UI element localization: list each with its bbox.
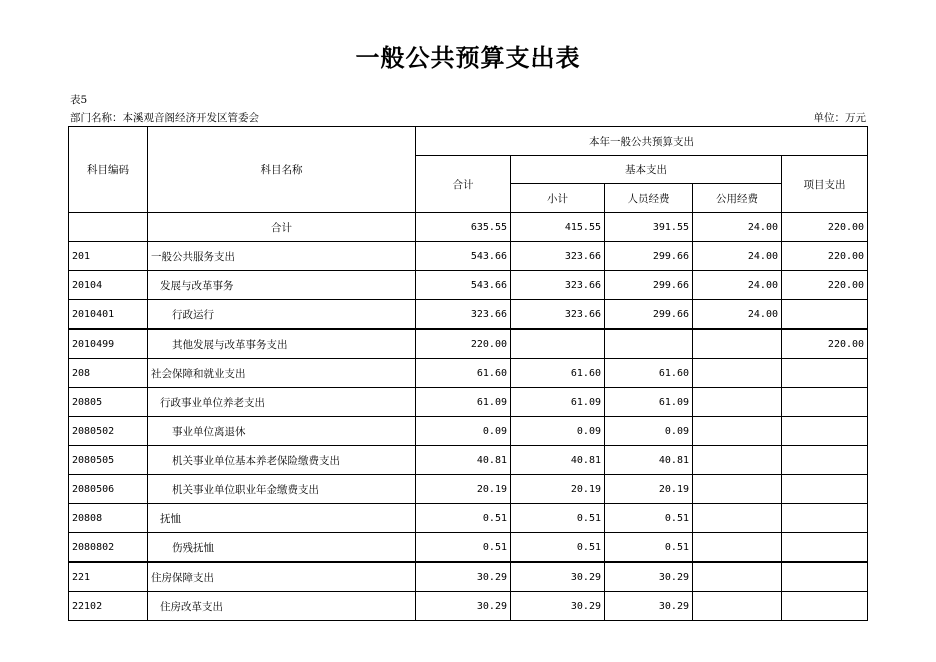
cell-personnel: 20.19 bbox=[605, 475, 693, 504]
cell-name: 伤残抚恤 bbox=[148, 533, 416, 563]
cell-total: 40.81 bbox=[416, 446, 511, 475]
cell-project bbox=[782, 446, 868, 475]
cell-name: 住房保障支出 bbox=[148, 562, 416, 592]
cell-subtotal: 323.66 bbox=[511, 271, 605, 300]
cell-personnel: 30.29 bbox=[605, 592, 693, 621]
cell-total: 30.29 bbox=[416, 592, 511, 621]
cell-project: 220.00 bbox=[782, 213, 868, 242]
header-code: 科目编码 bbox=[69, 127, 148, 213]
table-row bbox=[69, 388, 868, 417]
cell-project: 220.00 bbox=[782, 242, 868, 271]
cell-total: 61.09 bbox=[416, 388, 511, 417]
header-basic: 基本支出 bbox=[511, 156, 782, 184]
cell-subtotal: 0.51 bbox=[511, 533, 605, 563]
department-name: 部门名称：本溪观音阁经济开发区管委会 bbox=[70, 112, 259, 124]
cell-name: 社会保障和就业支出 bbox=[148, 359, 416, 388]
cell-name: 机关事业单位基本养老保险缴费支出 bbox=[148, 446, 416, 475]
cell-subtotal: 61.60 bbox=[511, 359, 605, 388]
table-number: 表5 bbox=[70, 94, 88, 106]
cell-name: 机关事业单位职业年金缴费支出 bbox=[148, 475, 416, 504]
cell-public bbox=[693, 592, 782, 621]
cell-subtotal: 0.09 bbox=[511, 417, 605, 446]
cell-public bbox=[693, 388, 782, 417]
cell-public bbox=[693, 417, 782, 446]
cell-code: 20104 bbox=[69, 271, 148, 300]
page-title: 一般公共预算支出表 bbox=[355, 44, 581, 72]
cell-code: 22102 bbox=[69, 592, 148, 621]
table-row bbox=[69, 475, 868, 504]
cell-code: 2080502 bbox=[69, 417, 148, 446]
cell-project: 220.00 bbox=[782, 329, 868, 359]
table-row bbox=[69, 592, 868, 621]
table-row bbox=[69, 329, 868, 359]
cell-personnel bbox=[605, 329, 693, 359]
cell-public bbox=[693, 504, 782, 533]
table-row bbox=[69, 446, 868, 475]
cell-code: 2080505 bbox=[69, 446, 148, 475]
cell-code: 2080506 bbox=[69, 475, 148, 504]
header-current-year: 本年一般公共预算支出 bbox=[416, 127, 868, 156]
table-row bbox=[69, 242, 868, 271]
table-row bbox=[69, 504, 868, 533]
cell-total: 20.19 bbox=[416, 475, 511, 504]
cell-personnel: 40.81 bbox=[605, 446, 693, 475]
cell-code bbox=[69, 213, 148, 242]
cell-name: 住房改革支出 bbox=[148, 592, 416, 621]
cell-subtotal: 40.81 bbox=[511, 446, 605, 475]
cell-personnel: 0.51 bbox=[605, 504, 693, 533]
cell-code: 20805 bbox=[69, 388, 148, 417]
cell-subtotal: 30.29 bbox=[511, 592, 605, 621]
cell-public: 24.00 bbox=[693, 213, 782, 242]
cell-code: 2080802 bbox=[69, 533, 148, 563]
cell-project bbox=[782, 533, 868, 563]
cell-project bbox=[782, 359, 868, 388]
cell-code: 221 bbox=[69, 562, 148, 592]
cell-public bbox=[693, 446, 782, 475]
table-row bbox=[69, 359, 868, 388]
cell-subtotal: 61.09 bbox=[511, 388, 605, 417]
cell-personnel: 0.51 bbox=[605, 533, 693, 563]
cell-subtotal: 30.29 bbox=[511, 562, 605, 592]
cell-total: 543.66 bbox=[416, 271, 511, 300]
cell-code: 2010401 bbox=[69, 300, 148, 330]
cell-total: 635.55 bbox=[416, 213, 511, 242]
cell-total: 61.60 bbox=[416, 359, 511, 388]
budget-expenditure-table bbox=[68, 126, 868, 621]
cell-public: 24.00 bbox=[693, 242, 782, 271]
cell-personnel: 0.09 bbox=[605, 417, 693, 446]
cell-subtotal: 20.19 bbox=[511, 475, 605, 504]
cell-code: 201 bbox=[69, 242, 148, 271]
cell-project bbox=[782, 300, 868, 330]
cell-public: 24.00 bbox=[693, 271, 782, 300]
cell-personnel: 61.60 bbox=[605, 359, 693, 388]
cell-name: 事业单位离退休 bbox=[148, 417, 416, 446]
cell-public bbox=[693, 475, 782, 504]
table-row bbox=[69, 533, 868, 563]
cell-total: 543.66 bbox=[416, 242, 511, 271]
cell-project bbox=[782, 475, 868, 504]
cell-subtotal: 415.55 bbox=[511, 213, 605, 242]
cell-personnel: 299.66 bbox=[605, 300, 693, 330]
cell-total: 0.09 bbox=[416, 417, 511, 446]
cell-public bbox=[693, 359, 782, 388]
header-personnel: 人员经费 bbox=[605, 184, 693, 213]
cell-name: 行政运行 bbox=[148, 300, 416, 330]
table-row bbox=[69, 271, 868, 300]
cell-name: 其他发展与改革事务支出 bbox=[148, 329, 416, 359]
cell-public bbox=[693, 533, 782, 563]
cell-code: 208 bbox=[69, 359, 148, 388]
cell-code: 20808 bbox=[69, 504, 148, 533]
cell-code: 2010499 bbox=[69, 329, 148, 359]
cell-personnel: 30.29 bbox=[605, 562, 693, 592]
cell-subtotal: 0.51 bbox=[511, 504, 605, 533]
cell-total: 323.66 bbox=[416, 300, 511, 330]
cell-total: 220.00 bbox=[416, 329, 511, 359]
header-name: 科目名称 bbox=[148, 127, 416, 213]
cell-total: 0.51 bbox=[416, 533, 511, 563]
cell-personnel: 299.66 bbox=[605, 271, 693, 300]
cell-name: 抚恤 bbox=[148, 504, 416, 533]
cell-project bbox=[782, 417, 868, 446]
table-row-total bbox=[69, 213, 868, 242]
cell-subtotal: 323.66 bbox=[511, 242, 605, 271]
cell-project bbox=[782, 504, 868, 533]
cell-subtotal: 323.66 bbox=[511, 300, 605, 330]
header-public: 公用经费 bbox=[693, 184, 782, 213]
cell-name: 合计 bbox=[148, 213, 416, 242]
cell-name: 行政事业单位养老支出 bbox=[148, 388, 416, 417]
cell-total: 0.51 bbox=[416, 504, 511, 533]
table-row bbox=[69, 562, 868, 592]
cell-subtotal bbox=[511, 329, 605, 359]
cell-project: 220.00 bbox=[782, 271, 868, 300]
cell-personnel: 391.55 bbox=[605, 213, 693, 242]
table-row bbox=[69, 417, 868, 446]
cell-project bbox=[782, 388, 868, 417]
unit-label: 单位：万元 bbox=[813, 112, 866, 124]
cell-name: 一般公共服务支出 bbox=[148, 242, 416, 271]
cell-public bbox=[693, 562, 782, 592]
cell-personnel: 61.09 bbox=[605, 388, 693, 417]
cell-project bbox=[782, 592, 868, 621]
cell-public: 24.00 bbox=[693, 300, 782, 330]
header-total: 合计 bbox=[416, 156, 511, 213]
table-row bbox=[69, 300, 868, 330]
cell-project bbox=[782, 562, 868, 592]
header-project: 项目支出 bbox=[782, 156, 868, 213]
cell-public bbox=[693, 329, 782, 359]
cell-total: 30.29 bbox=[416, 562, 511, 592]
cell-personnel: 299.66 bbox=[605, 242, 693, 271]
header-subtotal: 小计 bbox=[511, 184, 605, 213]
cell-name: 发展与改革事务 bbox=[148, 271, 416, 300]
